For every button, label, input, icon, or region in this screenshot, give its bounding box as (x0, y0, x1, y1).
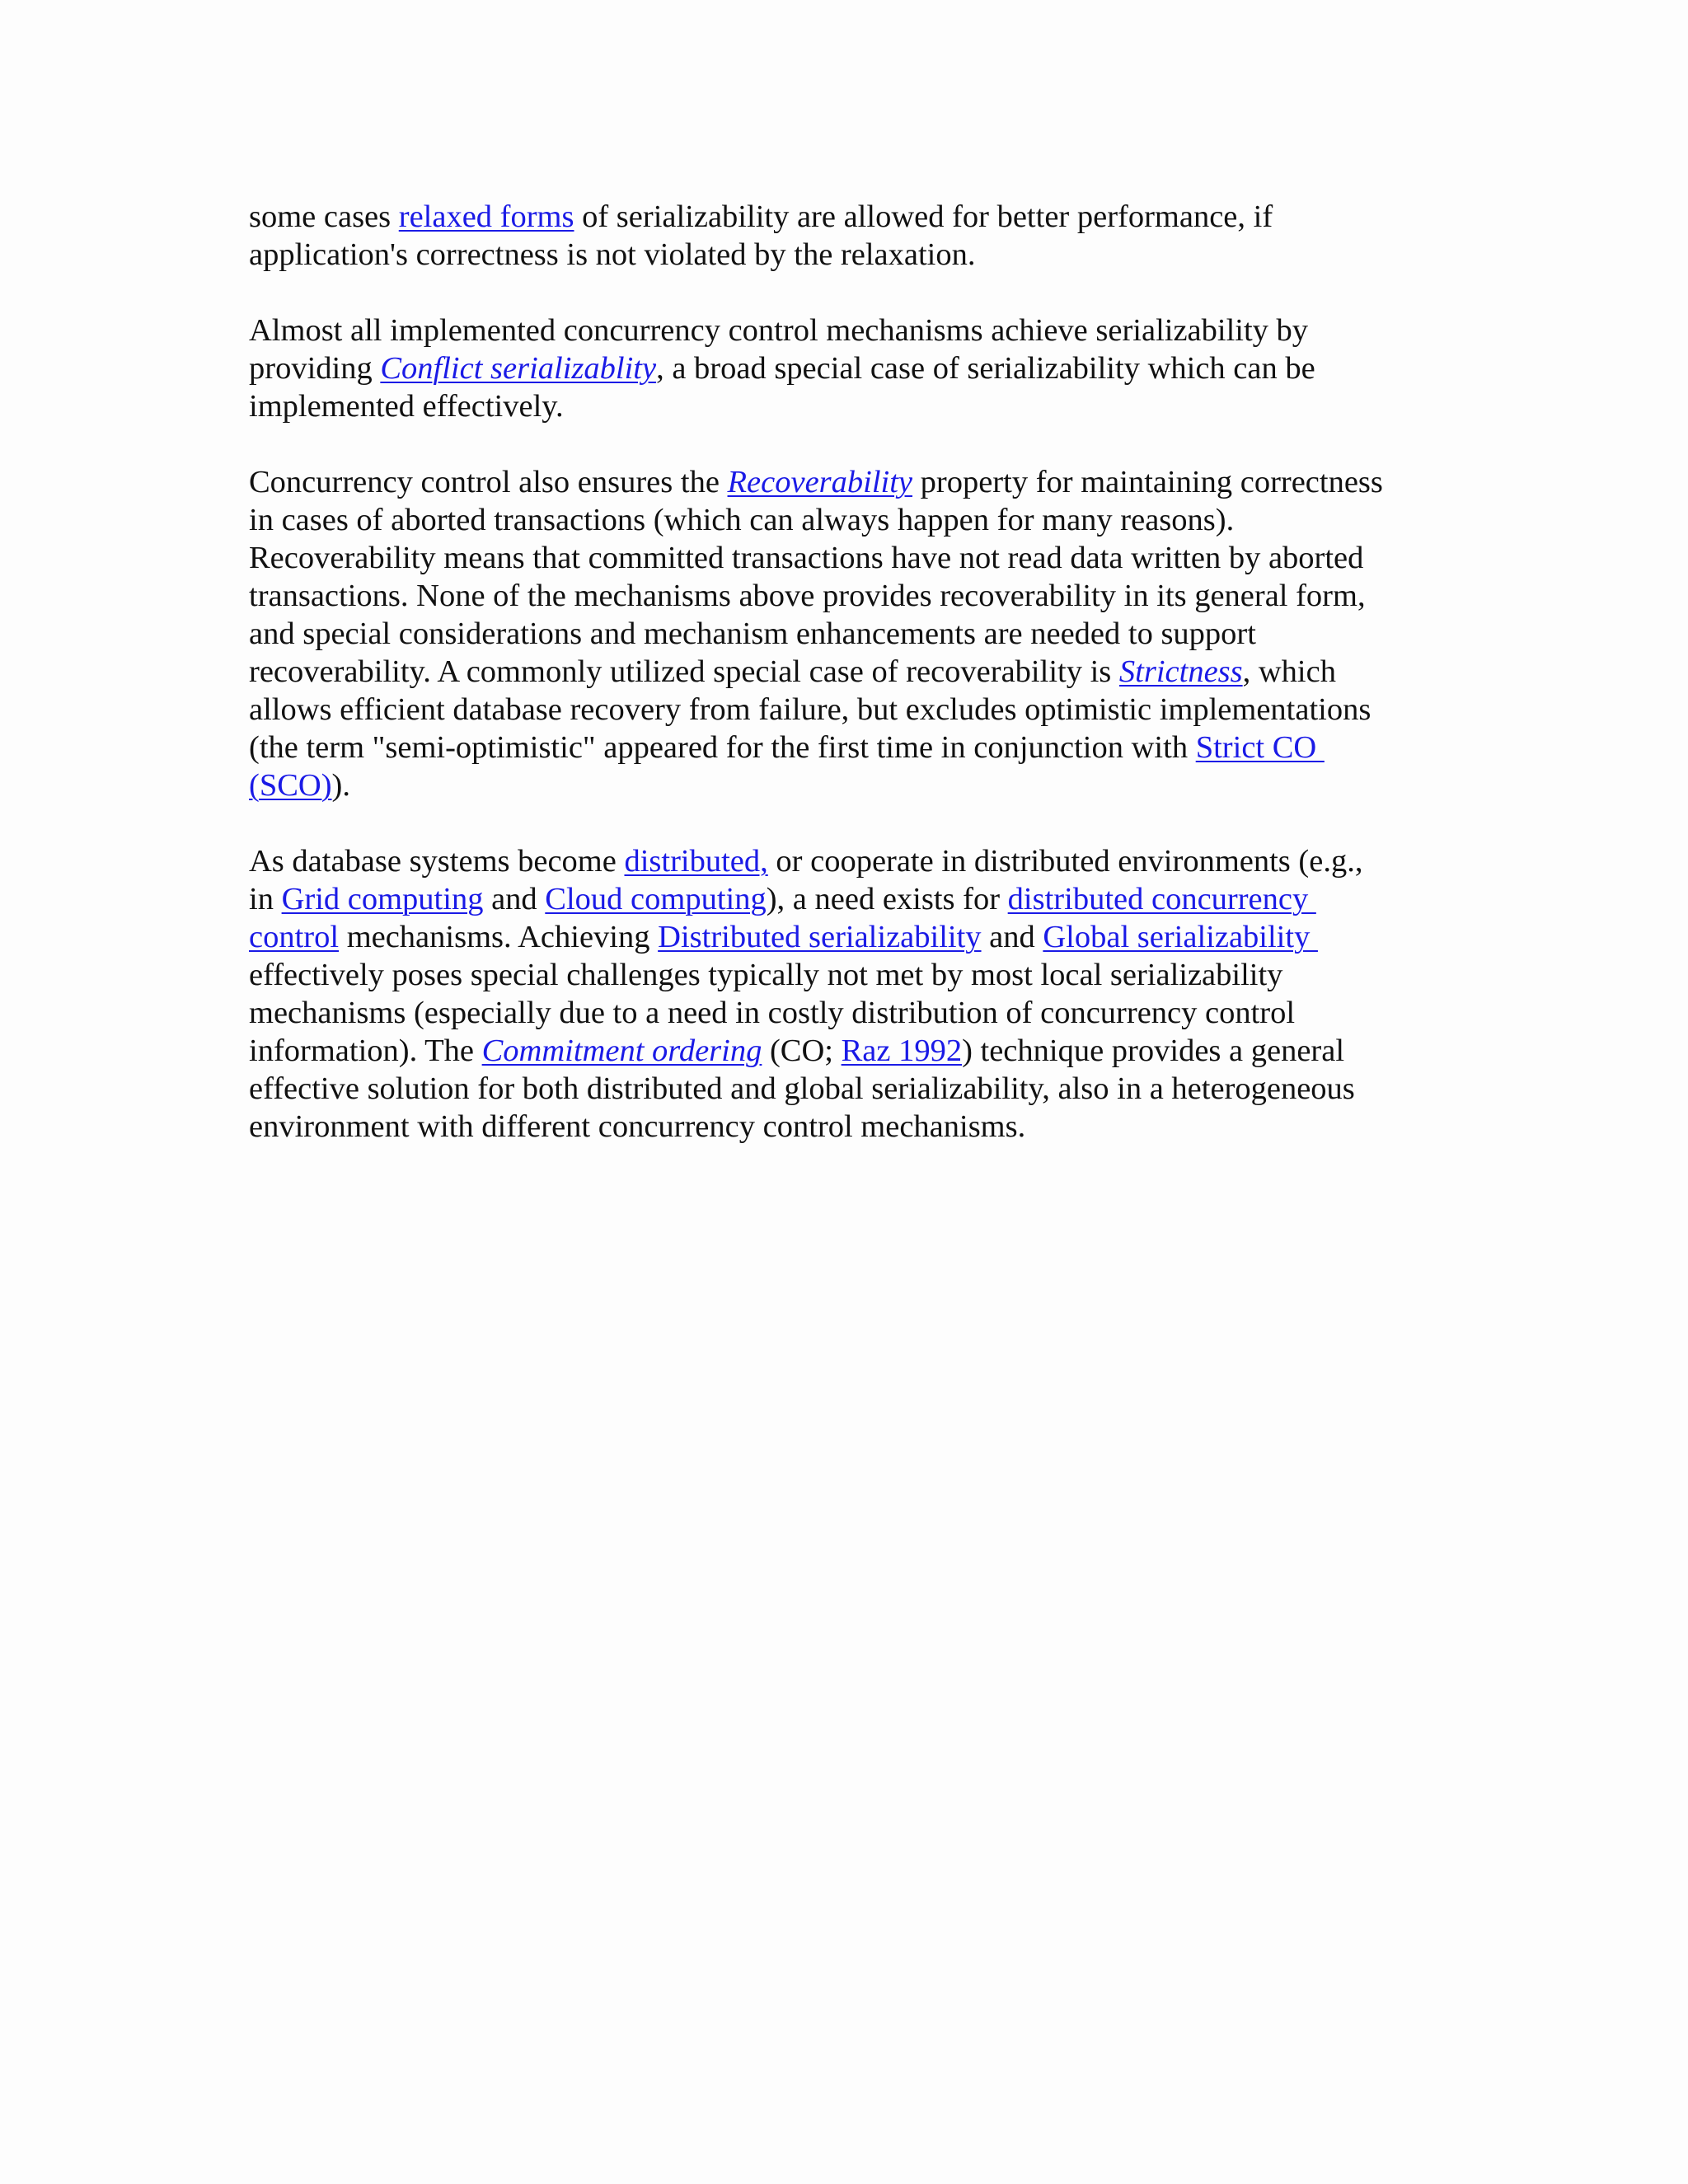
text-line: As database systems become distributed, or cooperate in distributed environments (e.g., (249, 844, 1363, 879)
link-cloud-computing[interactable]: Cloud computing (545, 882, 767, 916)
link-commitment-ordering[interactable]: Commitment ordering (481, 1033, 762, 1068)
link-strictness[interactable]: Strictness (1118, 654, 1243, 689)
link-recoverability[interactable]: Recoverability (727, 465, 913, 499)
text-line: (the term "semi-optimistic" appeared for the first time in conjunction with Strict CO (249, 730, 1325, 765)
text-line: allows efficient database recovery from failure, but excludes optimistic implementations (249, 692, 1372, 727)
paragraph-gap (249, 274, 1452, 312)
text-line: Concurrency control also ensures the Recoverability property for maintaining correctness (249, 465, 1383, 499)
link-distributed-serializability[interactable]: Distributed serializability (658, 920, 982, 954)
link-distributed-concurrency-control-part2[interactable]: control (249, 920, 340, 954)
link-strict-co-part1[interactable]: Strict CO (1195, 730, 1325, 765)
link-relaxed-forms[interactable]: relaxed forms (398, 199, 574, 234)
text-line: environment with different concurrency control mechanisms. (249, 1109, 1026, 1144)
link-raz-1992[interactable]: Raz 1992 (841, 1033, 963, 1068)
link-global-serializability[interactable]: Global serializability (1043, 920, 1318, 954)
paragraph-gap (249, 804, 1452, 842)
text-line: application's correctness is not violated by the relaxation. (249, 237, 976, 272)
text-line: Almost all implemented concurrency control mechanisms achieve serializability by (249, 313, 1309, 348)
text-line: control mechanisms. Achieving Distributed serializability and Global serializability (249, 920, 1318, 954)
text-line: implemented effectively. (249, 389, 564, 424)
text-line: information). The Commitment ordering (CO; Raz 1992) technique provides a general (249, 1033, 1345, 1068)
text-line: recoverability. A commonly utilized special case of recoverability is Strictness, which (249, 654, 1336, 689)
text-line: mechanisms (especially due to a need in costly distribution of concurrency control (249, 996, 1296, 1030)
paragraph-gap (249, 425, 1452, 463)
link-grid-computing[interactable]: Grid computing (281, 882, 484, 916)
text-line: in cases of aborted transactions (which can always happen for many reasons). (249, 503, 1235, 537)
text-line: effective solution for both distributed and global serializability, also in a heterogeneous (249, 1071, 1355, 1106)
text-line: (SCO)). (249, 768, 350, 803)
text-line: providing Conflict serializablity, a broad special case of serializability which can be (249, 351, 1315, 386)
text-line: transactions. None of the mechanisms above provides recoverability in its general form, (249, 579, 1366, 613)
paragraph-relaxed-forms (249, 198, 1452, 274)
link-distributed-concurrency-control-part1[interactable]: distributed concurrency (1007, 882, 1316, 916)
text-line: Recoverability means that committed transactions have not read data written by aborted (249, 541, 1364, 575)
link-conflict-serializablity[interactable]: Conflict serializablity (380, 351, 657, 386)
link-strict-co-part2[interactable]: (SCO) (249, 768, 332, 803)
document-body (249, 198, 1452, 1146)
paragraph-conflict-serializability (249, 312, 1452, 425)
paragraph-distributed (249, 842, 1452, 1146)
text-line: in Grid computing and Cloud computing), a need exists for distributed concurrency (249, 882, 1316, 916)
text-line: effectively poses special challenges typically not met by most local serializability (249, 958, 1283, 992)
text-line: and special considerations and mechanism enhancements are needed to support (249, 616, 1256, 651)
text-line: some cases relaxed forms of serializability are allowed for better performance, if (249, 199, 1273, 234)
paragraph-recoverability (249, 463, 1452, 804)
link-distributed[interactable]: distributed, (624, 844, 768, 879)
